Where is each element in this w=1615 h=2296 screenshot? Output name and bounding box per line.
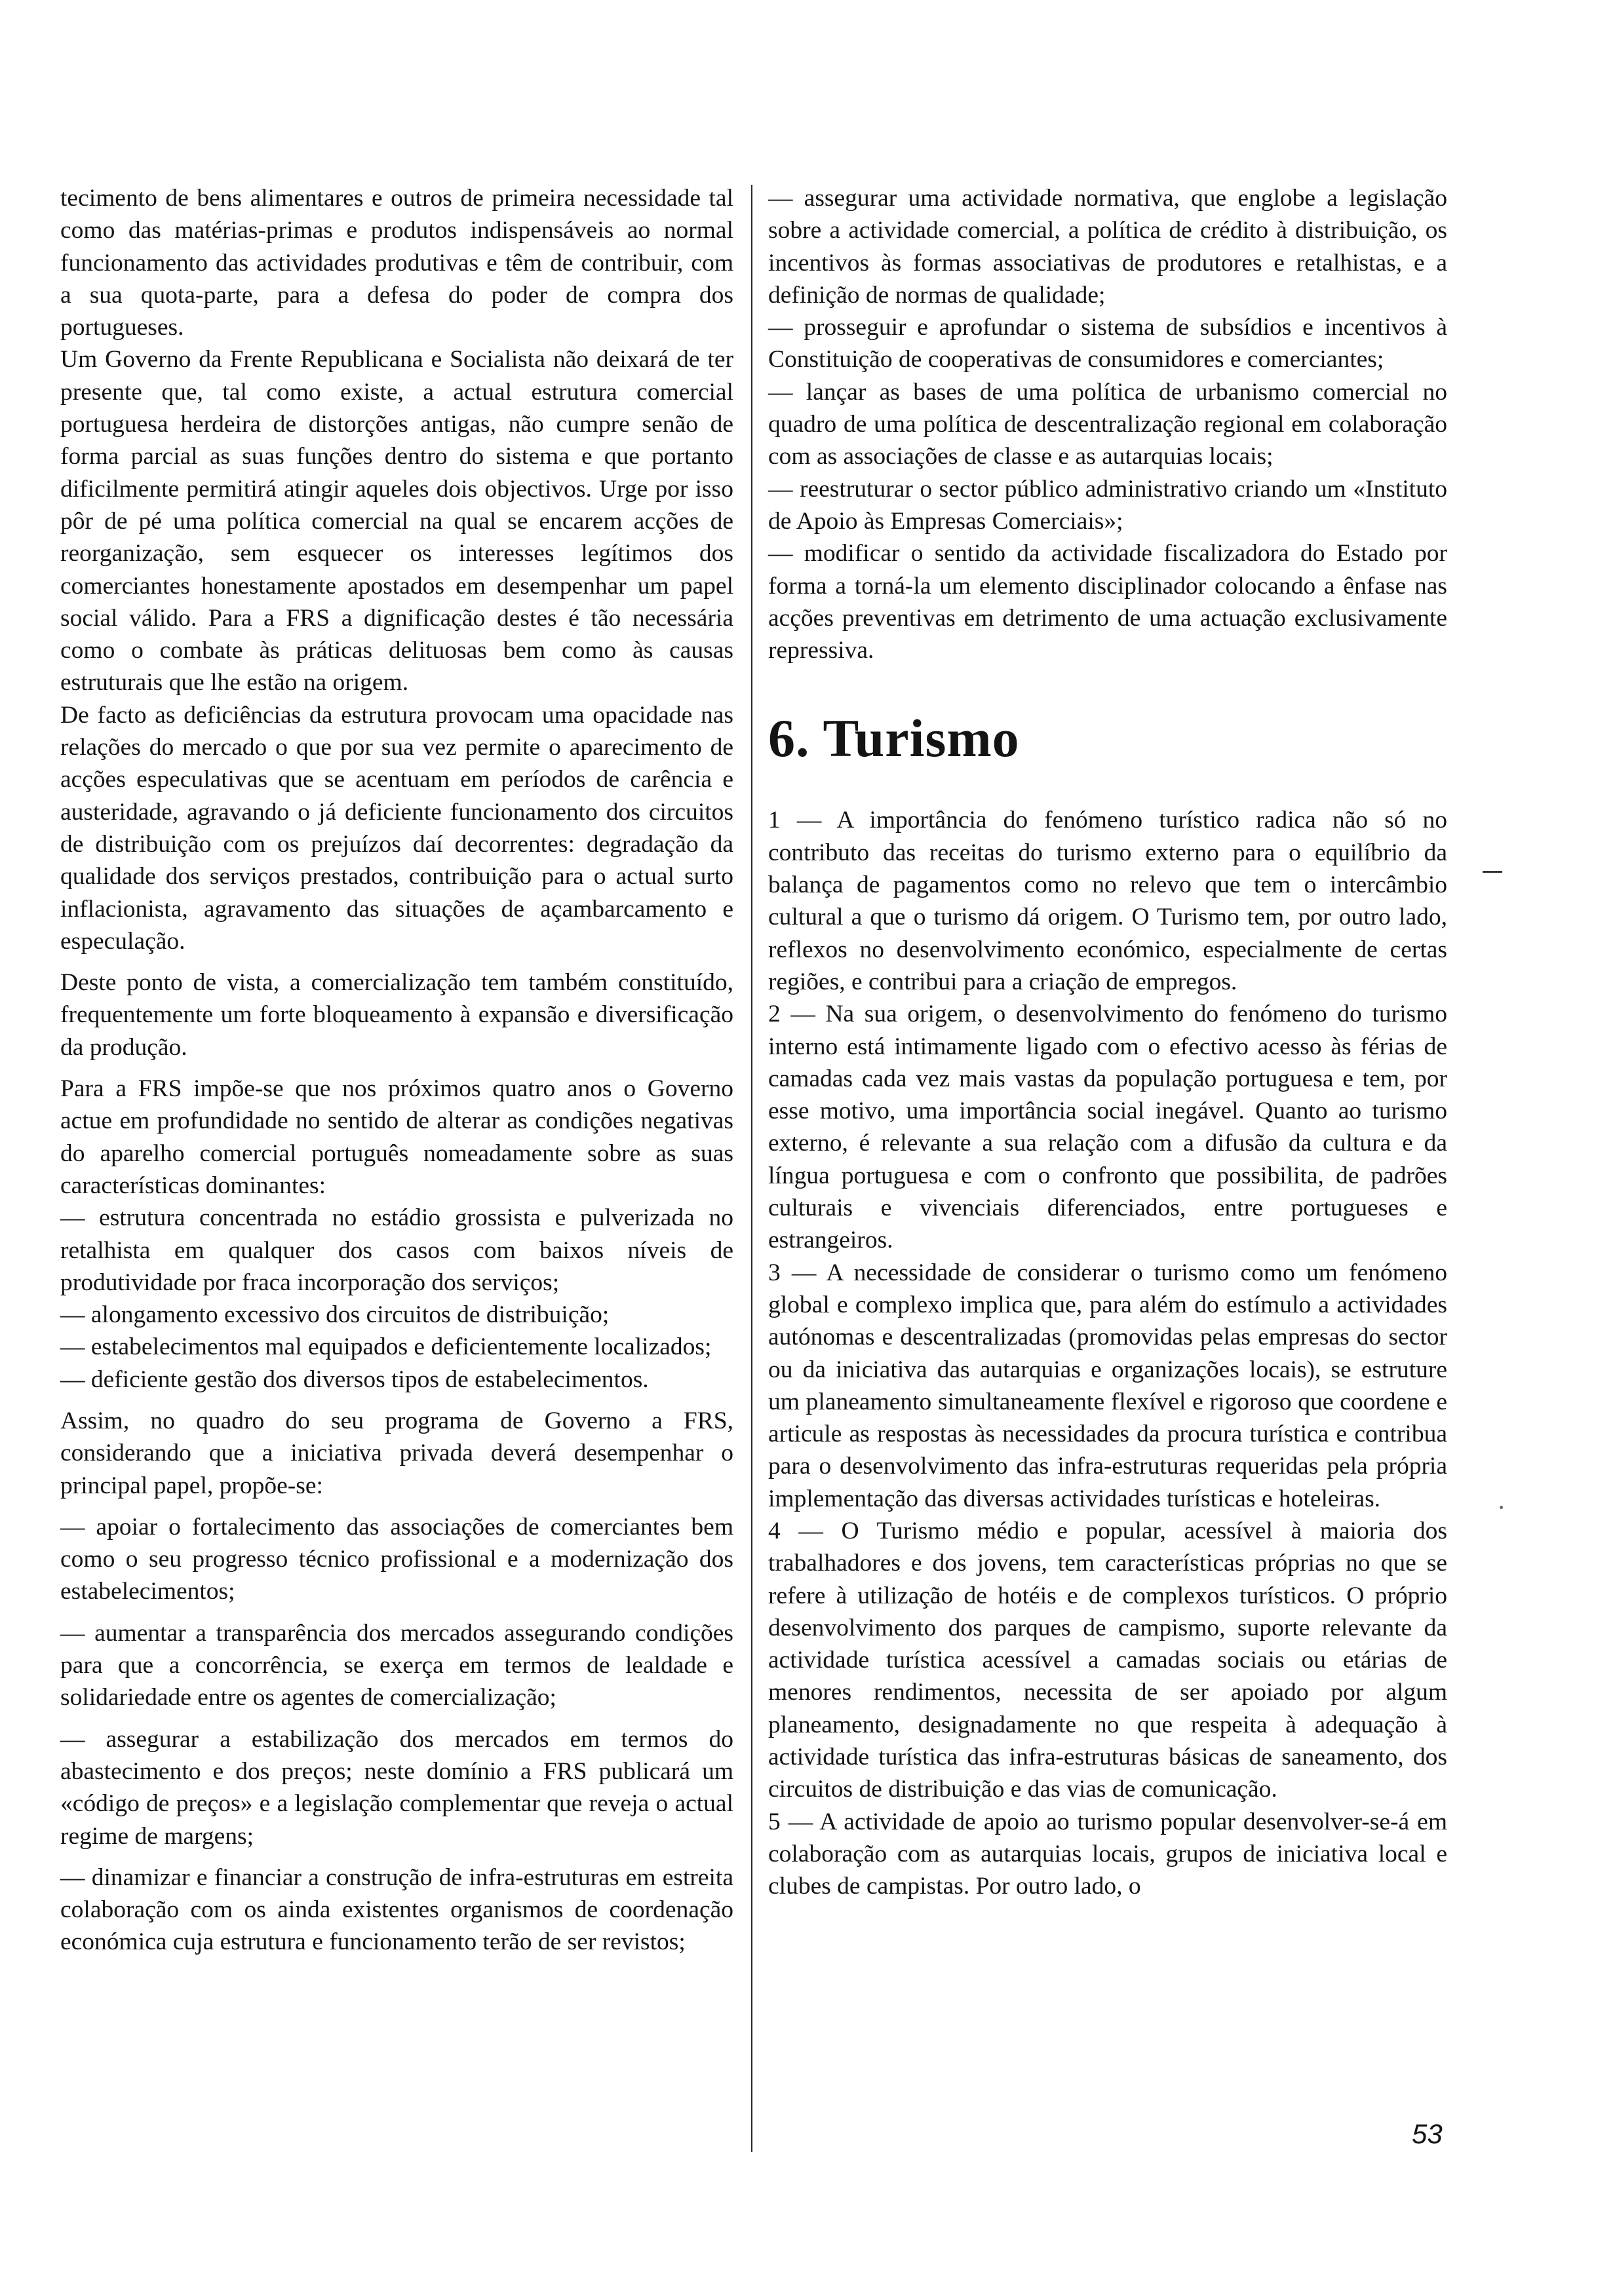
numbered-paragraph: 2 — Na sua origem, o desenvolvimento do fenómeno do turismo interno está intimamente ligado com o efectivo acesso às férias de camadas cada vez mais vastas da população portuguesa e tem, por esse motivo, uma importância social inegável. Quanto ao turismo externo, é relevante a sua relação com a difusão da cultura e da língua portuguesa e com o confronto que possibilita, de padrões culturais e vivenciais diferenciados, entre portugueses e estrangeiros.	[768, 1001, 1447, 1254]
list-item: — modificar o sentido da actividade fiscalizadora do Estado por forma a torná-la um elemento disciplinador colocando a ênfase nas acções preventivas em detrimento de uma actuação exclusivamente repressiva.	[768, 540, 1447, 664]
margin-dot	[1500, 1506, 1503, 1509]
column-divider	[751, 185, 752, 2152]
list-item: — deficiente gestão dos diversos tipos de estabelecimentos.	[60, 1366, 649, 1393]
list-item: — estabelecimentos mal equipados e deficientemente localizados;	[60, 1333, 712, 1361]
numbered-paragraph: 3 — A necessidade de considerar o turismo como um fenómeno global e complexo implica que, para além do estímulo a actividades autónomas e descentralizadas (promovidas pelas empresas do sector ou da iniciativa das autarquias e organizações locais), se estruture um planeamento simultaneamente flexível e rigoroso que coordene e articule as respostas às necessidades da procura turística e contribua para o desenvolvimento das infra-estruturas requeridas pela própria implementação das diversas actividades turísticas e hoteleiras.	[768, 1259, 1447, 1512]
paragraph: Para a FRS impõe-se que nos próximos quatro anos o Governo actue em profundidade no sentido de alterar as condições negativas do aparelho comercial português nomeadamente sobre as suas características dominantes:	[60, 1075, 733, 1199]
paragraph: Deste ponto de vista, a comercialização tem também constituído, frequentemente um forte bloqueamento à expansão e diversificação da produção.	[60, 969, 733, 1061]
section-heading: 6. Turismo	[768, 708, 1020, 769]
paragraph: tecimento de bens alimentares e outros de primeira necessidade tal como das matérias-primas e produtos indispensáveis ao normal funcionamento das actividades produtivas e têm de contribuir, com a sua quota-parte, para a defesa do poder de compra dos portugueses.	[60, 185, 733, 341]
list-item: — assegurar uma actividade normativa, que englobe a legislação sobre a actividade comercial, a política de crédito à distribuição, os incentivos às formas associativas de produtores e retalhistas, e a definição de normas de qualidade;	[768, 185, 1447, 309]
list-item: — aumentar a transparência dos mercados assegurando condições para que a concorrência, se exerça em termos de lealdade e solidariedade entre os agentes de comercialização;	[60, 1619, 733, 1712]
list-item: — lançar as bases de uma política de urbanismo comercial no quadro de uma política de descentralização regional em colaboração com as associações de classe e as autarquias locais;	[768, 378, 1447, 470]
right-column	[768, 182, 1447, 1903]
list-item: — prosseguir e aprofundar o sistema de subsídios e incentivos à Constituição de cooperativas de consumidores e comerciantes;	[768, 314, 1447, 373]
numbered-paragraph: 4 — O Turismo médio e popular, acessível à maioria dos trabalhadores e dos jovens, tem características próprias no que se refere à utilização de hotéis e de complexos turísticos. O próprio desenvolvimento dos parques de campismo, suporte relevante da actividade turística acessível a camadas sociais ou etárias de menores rendimentos, necessita de ser apoiado por algum planeamento, designadamente no que respeita à adequação à actividade turística das infra-estruturas básicas de saneamento, dos circuitos de distribuição e das vias de comunicação.	[768, 1517, 1447, 1803]
margin-mark	[1483, 871, 1502, 873]
page-number: 53	[1412, 2118, 1443, 2149]
left-column	[60, 182, 733, 1959]
numbered-paragraph: 5 — A actividade de apoio ao turismo popular desenvolver-se-á em colaboração com as autarquias locais, grupos de iniciativa local e clubes de campistas. Por outro lado, o	[768, 1808, 1447, 1900]
list-item: — assegurar a estabilização dos mercados em termos do abastecimento e dos preços; neste domínio a FRS publicará um «código de preços» e a legislação complementar que reveja o actual regime de margens;	[60, 1725, 733, 1850]
paragraph: Assim, no quadro do seu programa de Governo a FRS, considerando que a iniciativa privada deverá desempenhar o principal papel, propõe-se:	[60, 1407, 733, 1499]
paragraph: Um Governo da Frente Republicana e Socialista não deixará de ter presente que, tal como existe, a actual estrutura comercial portuguesa herdeira de distorções antigas, não cumpre senão de forma parcial as suas funções dentro do sistema e que portanto dificilmente permitirá atingir aqueles dois objectivos. Urge por isso pôr de pé uma política comercial na qual se encarem acções de reorganização, sem esquecer os interesses legítimos dos comerciantes honestamente apostados em desempenhar um papel social válido. Para a FRS a dignificação destes é tão necessária como o combate às práticas delituosas bem como às causas estruturais que lhe estão na origem.	[60, 346, 733, 697]
list-item: — reestruturar o sector público administrativo criando um «Instituto de Apoio às Empresas Comerciais»;	[768, 475, 1447, 535]
numbered-paragraph: 1 — A importância do fenómeno turístico radica não só no contributo das receitas do turismo externo para o equilíbrio da balança de pagamentos como no relevo que tem o intercâmbio cultural a que o turismo dá origem. O Turismo tem, por outro lado, reflexos no desenvolvimento económico, especialmente de certas regiões, e contribui para a criação de empregos.	[768, 807, 1447, 995]
paragraph: De facto as deficiências da estrutura provocam uma opacidade nas relações do mercado o que por sua vez permite o aparecimento de acções especulativas que se acentuam em períodos de carência e austeridade, agravando o já deficiente funcionamento dos circuitos de distribuição com os prejuízos daí decorrentes: degradação da qualidade dos serviços prestados, contribuição para o actual surto inflacionista, agravamento das situações de açambarcamento e especulação.	[60, 701, 733, 955]
list-item: — dinamizar e financiar a construção de infra-estruturas em estreita colaboração com os ainda existentes organismos de coordenação económica cuja estrutura e funcionamento terão de ser revistos;	[60, 1864, 733, 1956]
list-item: — alongamento excessivo dos circuitos de distribuição;	[60, 1301, 610, 1329]
list-item: — estrutura concentrada no estádio grossista e pulverizada no retalhista em qualquer dos casos com baixos níveis de produtividade por fraca incorporação dos serviços;	[60, 1204, 733, 1296]
list-item: — apoiar o fortalecimento das associações de comerciantes bem como o seu progresso técnico profissional e a modernização dos estabelecimentos;	[60, 1513, 733, 1605]
